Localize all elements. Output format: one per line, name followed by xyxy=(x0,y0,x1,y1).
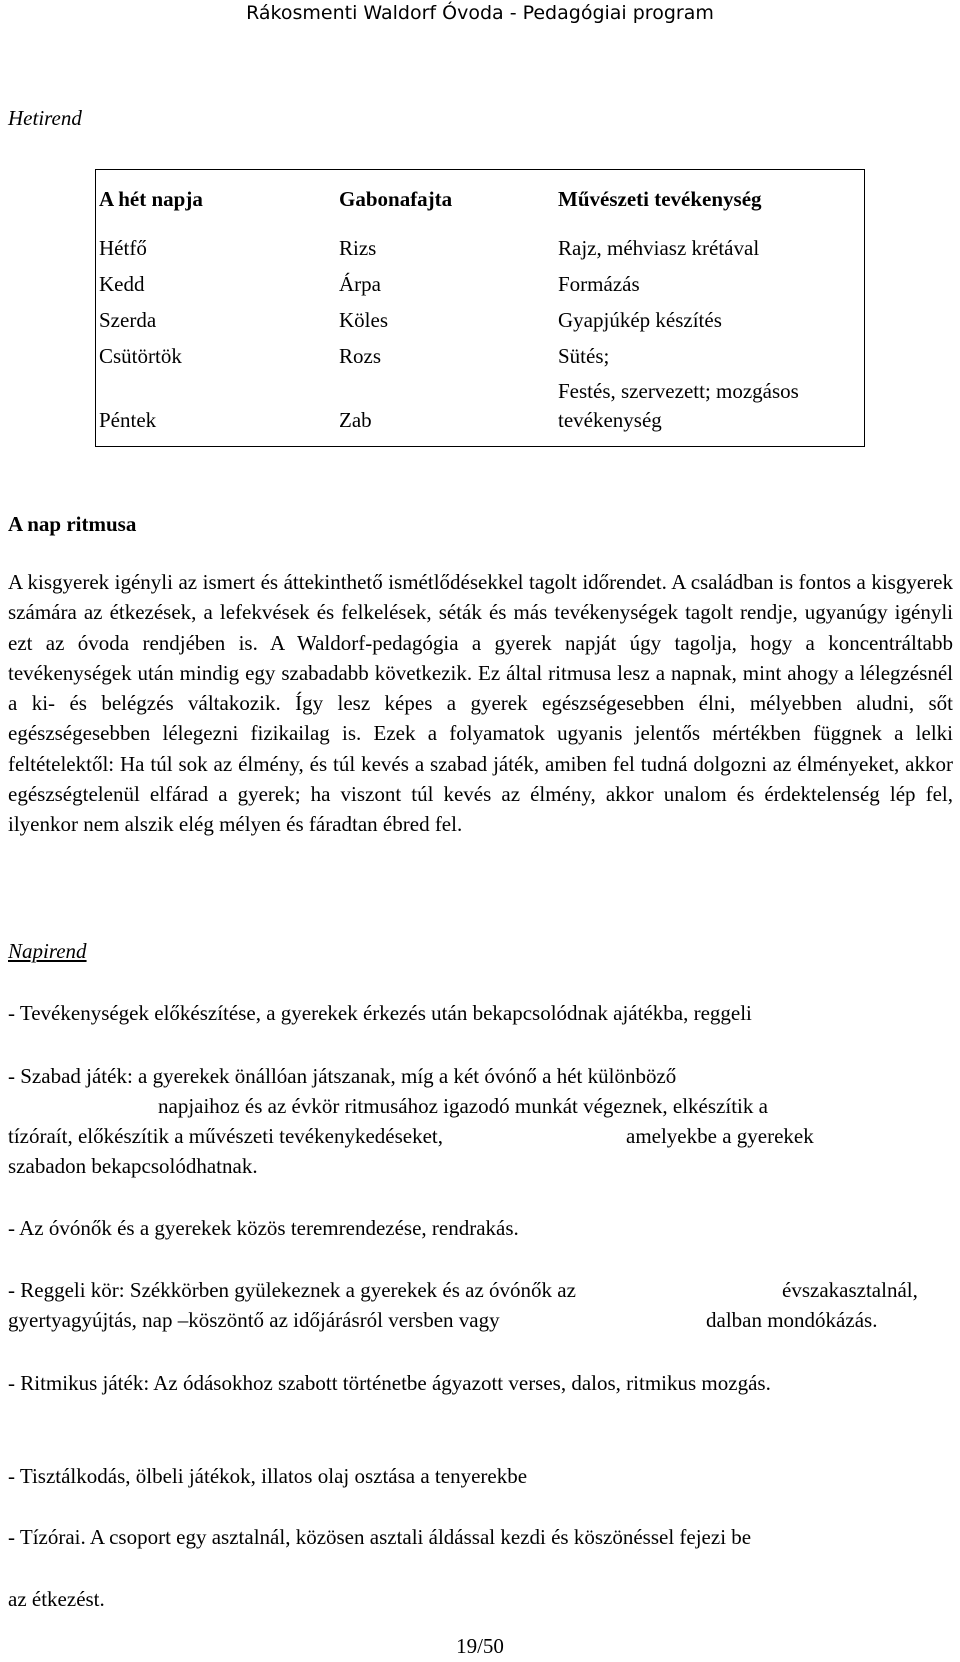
row-art: Festés, szervezett; mozgásos tevékenység xyxy=(558,379,799,432)
schedule-item-line: évszakasztalnál, xyxy=(782,1278,918,1302)
schedule-item: - Tízórai. A csoport egy asztalnál, közösen asztali áldással kezdi és köszönéssel fejezi be xyxy=(8,1525,752,1549)
schedule-item: - Tevékenységek előkészítése, a gyerekek érkezés után bekapcsolódnak ajátékba, reggeli xyxy=(8,1001,752,1025)
schedule-item: - Szabad játék: a gyerekek önállóan játszanak, míg a két óvónő a hét különböző xyxy=(8,1064,677,1088)
page-header: Rákosmenti Waldorf Óvoda - Pedagógiai program xyxy=(246,2,714,24)
weekly-schedule-table xyxy=(95,169,865,447)
row-day: Kedd xyxy=(99,272,145,296)
schedule-item-line: napjaihoz és az évkör ritmusához igazodó munkát végeznek, elkészítik a xyxy=(158,1094,768,1118)
row-day: Péntek xyxy=(99,408,157,432)
napirend-title: Napirend xyxy=(8,939,87,963)
schedule-item: - Ritmikus játék: Az ódásokhoz szabott történetbe ágyazott verses, dalos, ritmikus mozgás. xyxy=(8,1371,771,1395)
row-grain: Árpa xyxy=(339,272,381,296)
row-grain: Zab xyxy=(339,408,372,432)
row-art: Sütés; xyxy=(558,344,610,368)
schedule-item-line: az étkezést. xyxy=(8,1587,105,1611)
page-number: 19/50 xyxy=(456,1634,504,1658)
schedule-item: - Az óvónők és a gyerekek közös teremrendezése, rendrakás. xyxy=(8,1216,519,1240)
row-grain: Köles xyxy=(339,308,388,332)
schedule-item-line: tízóraít, előkészítik a művészeti tevékenykedéseket, xyxy=(8,1124,443,1148)
row-art: Rajz, méhviasz krétával xyxy=(558,236,760,260)
row-day: Szerda xyxy=(99,308,157,332)
row-art: Gyapjúkép készítés xyxy=(558,308,722,332)
row-day: Hétfő xyxy=(99,236,147,260)
rhythm-paragraph: A kisgyerek igényli az ismert és áttekinthető ismétlődésekkel tagolt időrendet. A családban is fontos a kisgyerek számára az étkezések, a lefekvések és felkelések, séták és más tevékenységek tagolt rendje, ugyanúgy igényli ezt az óvoda rendjében is. A Waldorf-pedagógia a gyerek napját úgy tagolja, hogy a koncentráltabb tevékenységek után mindig egy szabadabb következik. Ez által ritmusa lesz a napnak, mint ahogy a lélegzésnél a ki- és belégzés váltakozik. Így lesz képes a gyerek egészségesebben élni, mélyebben aludni, sőt egészségesebben lélegezni fizikailag is. Ezek a folyamatok ugyanis jelentős mértékben függnek a lelki feltételektől: Ha túl sok az élmény, és túl kevés a szabad játék, amiben fel tudná dolgozni az élményeket, akkor egészségtelenül elfárad a gyerek; ha viszont túl kevés az élmény, akkor unalom és érdektelenség lép fel, ilyenkor nem alszik elég mélyen és fáradtan ébred fel. xyxy=(8,570,953,837)
schedule-item: - Reggeli kör: Székkörben gyülekeznek a gyerekek és az óvónők az xyxy=(8,1278,576,1302)
schedule-item-line: szabadon bekapcsolódhatnak. xyxy=(8,1154,258,1178)
column-header-day: A hét napja xyxy=(99,187,203,211)
schedule-item-line: gyertyagyújtás, nap –köszöntő az időjárásról versben vagy xyxy=(8,1308,500,1332)
weekly-title: Hetirend xyxy=(8,106,82,130)
schedule-item-line: dalban mondókázás. xyxy=(706,1308,878,1332)
row-day: Csütörtök xyxy=(99,344,182,368)
schedule-item: - Tisztálkodás, ölbeli játékok, illatos olaj osztása a tenyerekbe xyxy=(8,1464,528,1488)
column-header-art: Művészeti tevékenység xyxy=(558,187,762,211)
column-header-grain: Gabonafajta xyxy=(339,187,453,211)
row-grain: Rozs xyxy=(339,344,381,368)
rhythm-title: A nap ritmusa xyxy=(8,512,137,536)
row-art: Formázás xyxy=(558,272,640,296)
schedule-item-line: amelyekbe a gyerekek xyxy=(626,1124,814,1148)
row-grain: Rizs xyxy=(339,236,377,260)
